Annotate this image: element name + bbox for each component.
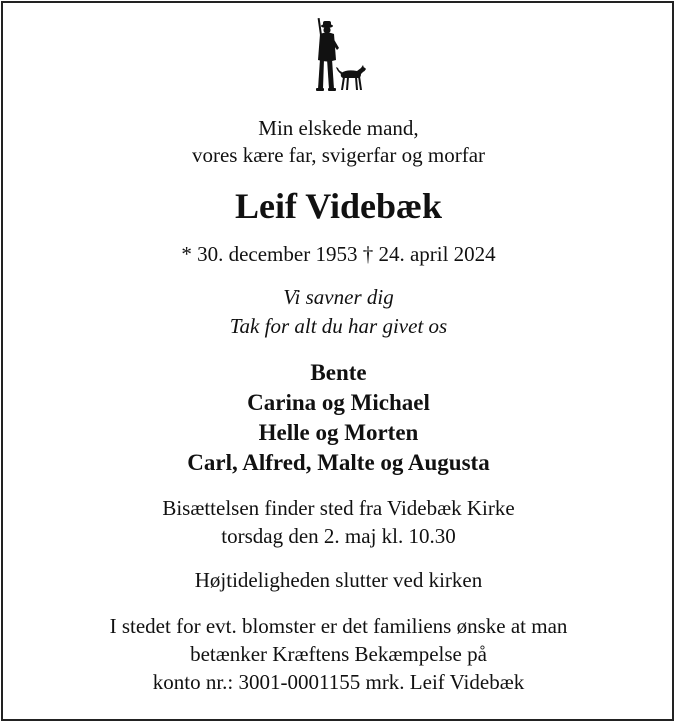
donation-line: I stedet for evt. blomster er det familiens ønske at man bbox=[109, 614, 568, 638]
family-member: Carl, Alfred, Malte og Augusta bbox=[187, 450, 490, 475]
intro-line: Min elskede mand, bbox=[258, 116, 419, 140]
life-dates: * 30. december 1953 † 24. april 2024 bbox=[181, 242, 496, 266]
verse-text bbox=[0, 283, 677, 341]
donation-note bbox=[0, 612, 677, 696]
intro-line: vores kære far, svigerfar og morfar bbox=[191, 143, 486, 167]
donation-line: betænker Kræftens Bekæmpelse på bbox=[190, 642, 487, 666]
hunter-with-dog-icon bbox=[303, 16, 369, 96]
funeral-line: Bisættelsen finder sted fra Videbæk Kirke bbox=[162, 496, 515, 520]
verse-line: Vi savner dig bbox=[283, 285, 394, 309]
ceremony-note: Højtideligheden slutter ved kirken bbox=[194, 568, 483, 592]
deceased-name: Leif Videbæk bbox=[234, 186, 443, 226]
family-list bbox=[0, 358, 677, 478]
family-member: Bente bbox=[310, 360, 367, 385]
intro-text bbox=[0, 115, 677, 169]
funeral-line: torsdag den 2. maj kl. 10.30 bbox=[221, 524, 456, 548]
family-member: Helle og Morten bbox=[258, 420, 419, 445]
funeral-info bbox=[0, 494, 677, 550]
donation-line: konto nr.: 3001-0001155 mrk. Leif Videbæk bbox=[152, 670, 525, 694]
verse-line: Tak for alt du har givet os bbox=[229, 314, 448, 338]
family-member: Carina og Michael bbox=[247, 390, 430, 415]
